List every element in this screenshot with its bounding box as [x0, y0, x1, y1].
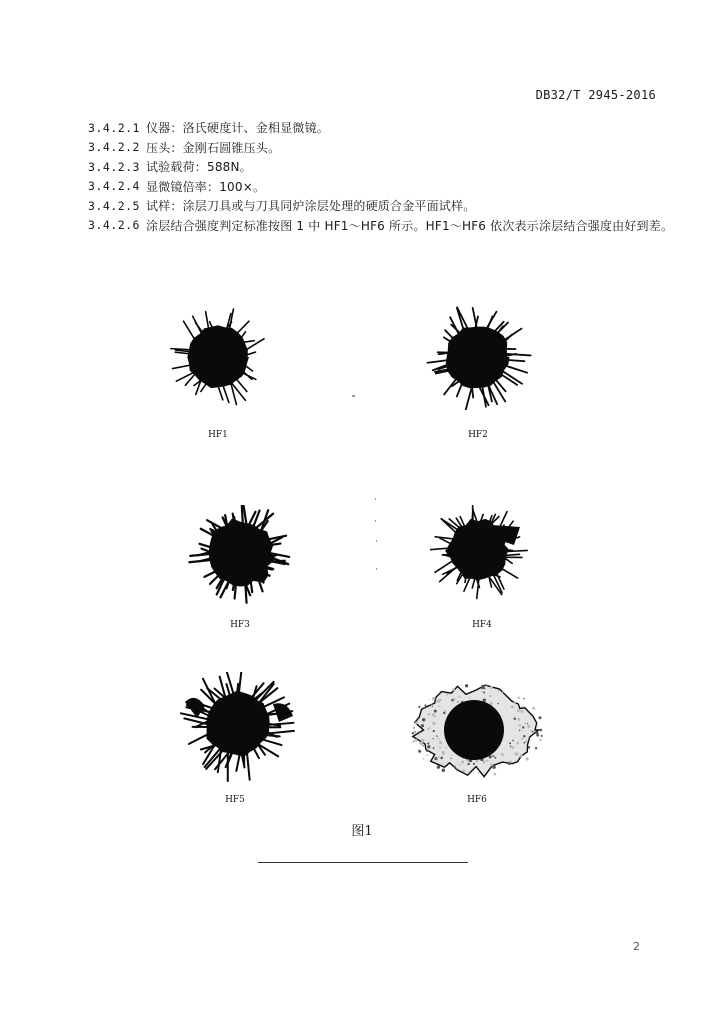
texture-dot [462, 701, 463, 702]
clause-item [88, 216, 688, 236]
texture-dot [414, 739, 417, 742]
clause-number: 3.4.2.2 [88, 140, 140, 155]
figure-label-hf6: HF6 [467, 795, 487, 805]
texture-dot [432, 697, 435, 700]
indentation-figure-hf3 [185, 505, 295, 605]
clause-number: 3.4.2.3 [88, 159, 140, 174]
texture-dot [446, 693, 448, 695]
scan-speck [376, 568, 377, 570]
clause-number: 3.4.2.1 [88, 120, 140, 135]
scan-speck [352, 395, 355, 397]
indentation-image-hf4 [430, 505, 535, 600]
clause-item [88, 157, 688, 177]
texture-dot [451, 755, 453, 757]
texture-dot [453, 766, 455, 768]
texture-dot [517, 709, 520, 712]
texture-dot [462, 769, 465, 772]
texture-dot [498, 690, 500, 692]
texture-dot [523, 698, 525, 700]
figure-label-hf3: HF3 [230, 620, 250, 630]
figure-label-hf2: HF2 [468, 430, 488, 440]
texture-dot [489, 695, 491, 697]
figure-label-hf4: HF4 [472, 620, 492, 630]
texture-dot [476, 760, 479, 763]
texture-dot [418, 749, 419, 750]
texture-dot [436, 700, 439, 703]
texture-dot [521, 706, 522, 707]
texture-dot [441, 763, 442, 764]
clause-number: 3.4.2.5 [88, 198, 140, 213]
texture-dot [427, 759, 428, 760]
texture-dot [428, 699, 429, 700]
texture-dot [510, 745, 511, 746]
texture-dot [443, 712, 445, 714]
texture-dot [465, 684, 468, 687]
texture-dot [519, 729, 521, 731]
scan-speck [375, 498, 376, 500]
texture-dot [519, 754, 522, 757]
clause-list [88, 118, 688, 235]
indentation-figure-hf2 [425, 305, 535, 410]
indentation-image-hf5 [175, 672, 300, 782]
texture-dot [511, 746, 514, 749]
clause-item [88, 196, 688, 216]
indent-core [209, 518, 276, 586]
crack-line [206, 749, 224, 769]
clause-number: 3.4.2.6 [88, 218, 140, 233]
texture-dot [434, 710, 437, 713]
texture-dot [483, 691, 485, 693]
texture-dot [433, 747, 435, 749]
texture-dot [421, 739, 424, 742]
clause-text: 试验载荷：588N。 [146, 160, 252, 175]
texture-dot [426, 749, 429, 752]
texture-dot [473, 763, 475, 765]
clause-item [88, 118, 688, 138]
texture-dot [539, 739, 541, 741]
texture-dot [521, 738, 523, 740]
texture-dot [494, 757, 496, 759]
indentation-image-hf3 [185, 505, 295, 605]
indent-core [444, 700, 504, 760]
texture-dot [516, 742, 519, 745]
texture-dot [493, 755, 495, 757]
texture-dot [427, 742, 429, 744]
texture-dot [517, 718, 520, 721]
figure-label-hf1: HF1 [208, 430, 228, 440]
indentation-image-hf1 [163, 305, 273, 410]
texture-dot [490, 686, 493, 689]
texture-dot [538, 716, 541, 719]
texture-dot [524, 723, 526, 725]
texture-dot [528, 737, 529, 738]
texture-dot [486, 760, 488, 762]
texture-dot [497, 703, 499, 705]
texture-dot [478, 772, 480, 774]
texture-dot [518, 724, 521, 727]
texture-dot [486, 684, 488, 686]
texture-dot [442, 751, 445, 754]
texture-dot [452, 688, 455, 691]
texture-dot [445, 747, 447, 749]
texture-dot [428, 713, 430, 715]
texture-dot [518, 697, 520, 699]
indent-core [187, 325, 249, 388]
texture-dot [422, 718, 425, 721]
texture-dot [522, 726, 524, 728]
texture-dot [436, 735, 438, 737]
texture-dot [523, 735, 525, 737]
clause-text: 仪器：洛氏硬度计、金相显微镜。 [146, 121, 330, 136]
texture-dot [438, 739, 439, 740]
page-number: 2 [633, 940, 640, 953]
clause-number: 3.4.2.4 [88, 179, 140, 194]
texture-dot [423, 758, 425, 760]
indentation-figure-hf1 [163, 305, 273, 410]
texture-dot [481, 691, 483, 693]
texture-dot [528, 746, 531, 749]
texture-dot [458, 696, 460, 698]
texture-dot [413, 741, 414, 742]
texture-dot [439, 741, 442, 744]
texture-dot [490, 702, 493, 705]
texture-dot [525, 757, 528, 760]
texture-dot [535, 747, 537, 749]
texture-dot [483, 760, 486, 763]
texture-dot [431, 704, 432, 705]
texture-dot [513, 702, 516, 705]
figure-label-hf5: HF5 [225, 795, 245, 805]
scan-speck [376, 540, 377, 542]
texture-dot [456, 768, 458, 770]
texture-dot [512, 740, 514, 742]
texture-dot [437, 737, 439, 739]
clause-text: 涂层结合强度判定标准按图 1 中 HF1～HF6 所示。HF1～HF6 依次表示涂层结合强度由好到差。 [146, 218, 674, 233]
texture-dot [444, 710, 446, 712]
texture-dot [520, 710, 523, 713]
texture-dot [424, 707, 426, 709]
scan-speck [375, 520, 376, 522]
texture-dot [532, 707, 535, 710]
clause-text: 试样：涂层刀具或与刀具同炉涂层处理的硬质合金平面试样。 [146, 199, 476, 214]
indent-core [446, 327, 510, 389]
indentation-figure-hf5 [175, 672, 300, 782]
texture-dot [418, 731, 420, 733]
texture-dot [530, 729, 532, 731]
texture-dot [427, 745, 430, 748]
texture-dot [501, 753, 504, 756]
texture-dot [426, 754, 428, 756]
texture-dot [494, 773, 497, 776]
texture-dot [432, 738, 433, 739]
texture-dot [541, 735, 542, 736]
texture-dot [525, 740, 528, 743]
texture-dot [469, 697, 470, 698]
texture-dot [510, 760, 512, 762]
clause-item [88, 138, 688, 158]
texture-dot [442, 769, 445, 772]
texture-dot [450, 758, 451, 759]
texture-dot [413, 731, 416, 734]
texture-dot [434, 757, 437, 760]
indentation-image-hf6 [408, 678, 543, 783]
texture-dot [438, 756, 440, 758]
texture-dot [427, 728, 429, 730]
texture-dot [459, 764, 461, 766]
texture-dot [457, 701, 460, 704]
texture-dot [483, 687, 485, 689]
standard-code: DB32/T 2945-2016 [535, 88, 656, 102]
texture-dot [511, 705, 514, 708]
clause-text: 显微镜倍率：100×。 [146, 179, 266, 194]
texture-dot [536, 731, 539, 734]
spall-flake [273, 703, 293, 722]
texture-dot [420, 742, 423, 745]
texture-dot [418, 706, 420, 708]
texture-dot [490, 763, 493, 766]
texture-dot [440, 757, 443, 760]
texture-dot [527, 723, 528, 724]
texture-dot [439, 746, 441, 748]
texture-dot [523, 742, 525, 744]
texture-dot [421, 724, 424, 727]
texture-dot [424, 704, 426, 706]
end-rule [258, 862, 468, 863]
texture-dot [418, 750, 421, 753]
texture-dot [433, 730, 435, 732]
texture-dot [509, 742, 511, 744]
indentation-image-hf2 [425, 305, 535, 410]
texture-dot [422, 745, 423, 746]
texture-dot [536, 725, 538, 727]
texture-dot [437, 765, 440, 768]
clause-text: 压头：金刚石圆锥压头。 [146, 140, 281, 155]
indentation-figure-hf6 [408, 678, 543, 783]
texture-dot [492, 765, 496, 769]
indentation-figure-hf4 [430, 505, 535, 600]
figure-caption: 图1 [351, 824, 373, 839]
texture-dot [438, 705, 440, 707]
texture-dot [514, 718, 516, 720]
texture-dot [461, 761, 464, 764]
texture-dot [508, 762, 511, 765]
texture-dot [467, 763, 469, 765]
texture-dot [532, 731, 534, 733]
texture-dot [451, 699, 453, 701]
texture-dot [432, 722, 435, 725]
texture-dot [527, 725, 530, 728]
texture-dot [413, 727, 415, 729]
texture-dot [539, 729, 542, 732]
texture-dot [434, 715, 436, 717]
texture-dot [432, 706, 433, 707]
texture-dot [515, 752, 518, 755]
texture-dot [502, 692, 503, 693]
texture-dot [415, 721, 418, 724]
clause-item [88, 177, 688, 197]
